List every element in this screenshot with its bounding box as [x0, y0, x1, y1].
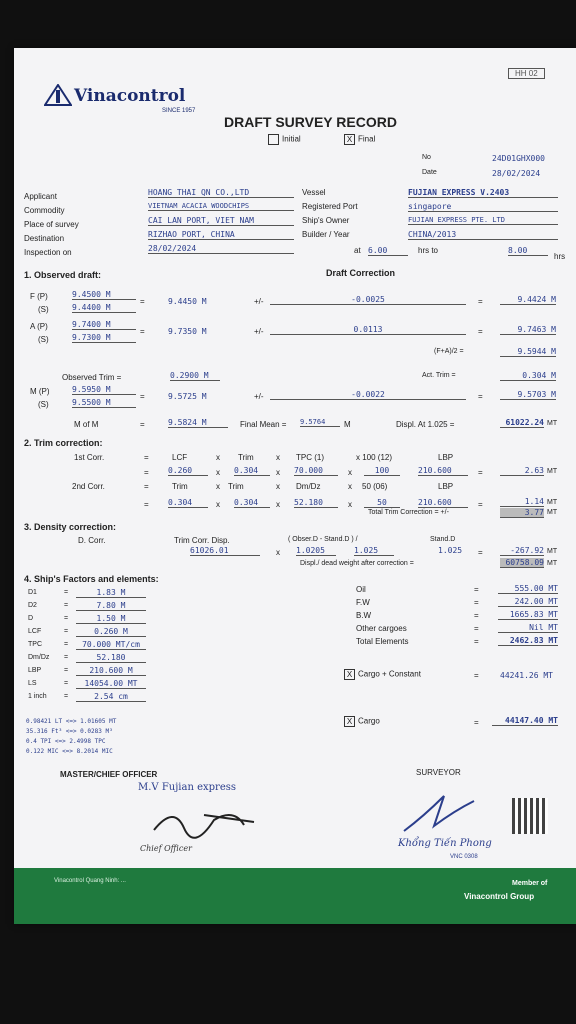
element-eq: =	[474, 611, 479, 620]
commodity-value: VIETNAM ACACIA WOODCHIPS	[148, 202, 294, 211]
mofm-value: 9.5824 M	[168, 418, 228, 428]
fs-label: (S)	[38, 305, 49, 314]
section4-title: 4. Ship's Factors and elements:	[24, 574, 159, 584]
factor-value: 7.80 M	[76, 601, 146, 611]
factor-value: 52.180	[76, 653, 146, 663]
initial-checkbox[interactable]	[268, 134, 301, 145]
conversion-note: 0.122 MIC <=> 8.2014 MIC	[26, 748, 113, 755]
density-corr-unit: MT	[547, 548, 558, 555]
factor-key: D	[28, 615, 34, 622]
a-correction: 0.0113	[270, 325, 466, 335]
at-value: 6.00	[368, 246, 408, 256]
element-value: 2462.83 MT	[498, 636, 558, 646]
factor-value: 2.54 cm	[76, 692, 146, 702]
draft-correction-title: Draft Correction	[326, 268, 396, 278]
element-key: Oil	[356, 585, 366, 594]
factor-key: D1	[28, 589, 37, 596]
footer-address: Vinacontrol Quang Ninh: ...	[54, 878, 126, 884]
factor-eq: =	[64, 667, 69, 674]
factor-eq: =	[64, 615, 69, 622]
destination-value: RIZHAO PORT, CHINA	[148, 230, 294, 240]
element-key: B.W	[356, 611, 372, 620]
lcf-header: LCF	[172, 453, 188, 462]
final-box[interactable]: X	[344, 134, 355, 145]
displ-unit: MT	[547, 420, 558, 427]
page-title: DRAFT SURVEY RECORD	[224, 114, 397, 130]
at-label: at	[354, 246, 361, 255]
x-1b: x	[276, 453, 280, 462]
x-2d: x	[216, 500, 220, 509]
factor-key: TPC	[28, 641, 42, 648]
cargo-constant-label: Cargo + Constant	[358, 669, 421, 679]
logo-text: Vinacontrol	[74, 86, 186, 106]
obs-label: ( Obser.D - Stand.D ) /	[288, 536, 358, 543]
form-code: HH 02	[508, 68, 545, 79]
cargo-constant-value: 44241.26 MT	[500, 671, 553, 680]
r1-trim: 0.304	[234, 466, 270, 476]
tcd-label: Trim Corr. Disp.	[174, 536, 230, 545]
x-1c: x	[216, 468, 220, 477]
tpc-header: TPC (1)	[296, 453, 324, 462]
a-eq2: =	[478, 327, 483, 336]
stand-value: 1.025	[354, 546, 394, 556]
factor-eq: =	[64, 654, 69, 661]
initial-box[interactable]	[268, 134, 279, 145]
stand-label: Stand.D	[430, 536, 456, 543]
factor-value: 1.50 M	[76, 614, 146, 624]
factor-value: 0.260 M	[76, 627, 146, 637]
footer-member-group: Vinacontrol Group	[464, 892, 535, 901]
eq-1c: =	[478, 468, 483, 477]
x-2a: x	[216, 482, 220, 491]
r2-unit: MT	[547, 499, 558, 506]
dcorr-label: D. Corr.	[78, 536, 106, 545]
no-label: No	[422, 154, 431, 161]
mp-value: 9.5950 M	[72, 385, 136, 395]
factor-value: 1.83 M	[76, 588, 146, 598]
factor-key: LBP	[28, 667, 42, 674]
final-mean-unit: M	[344, 420, 351, 429]
conversion-note: 0.4 TPI <=> 2.4998 TPC	[26, 738, 106, 745]
ap-label: A (P)	[30, 322, 48, 331]
x-1e: x	[348, 468, 352, 477]
owner-value: FUJIAN EXPRESS PTE. LTD	[408, 216, 558, 225]
r2-dmdz: 52.180	[294, 498, 338, 508]
mofm-eq: =	[140, 420, 145, 429]
element-value: 555.00 MT	[498, 584, 558, 594]
initial-label: Initial	[282, 134, 301, 144]
a-eq: =	[140, 327, 145, 336]
element-eq: =	[474, 585, 479, 594]
m-eq2: =	[478, 392, 483, 401]
eq-1a: =	[144, 453, 149, 462]
r2-trim2: 0.304	[234, 498, 270, 508]
builder-value: CHINA/2013	[408, 230, 558, 240]
element-value: 1665.83 MT	[498, 610, 558, 620]
stand-value-2: 1.025	[438, 546, 463, 555]
m-mean: 9.5725 M	[168, 392, 207, 401]
as-label: (S)	[38, 335, 49, 344]
tcd-value: 61026.01	[190, 546, 260, 556]
factor-eq: =	[64, 693, 69, 700]
displ-label: Displ. At 1.025 =	[396, 420, 455, 429]
fa2-value: 9.5944 M	[500, 347, 556, 357]
f-eq2: =	[478, 297, 483, 306]
a-mean: 9.7350 M	[168, 327, 207, 336]
factor-key: LCF	[28, 628, 42, 635]
conversion-note: 35.316 Ft³ <=> 0.0283 M³	[26, 728, 113, 735]
r1-lbp: 210.600	[418, 466, 468, 476]
trim-header: Trim	[238, 453, 254, 462]
final-mean-label: Final Mean =	[240, 420, 287, 429]
factor-value: 70.000 MT/cm	[76, 640, 146, 650]
factor-eq: =	[64, 602, 69, 609]
factor-value: 210.600 M	[76, 666, 146, 676]
fp-label: F (P)	[30, 292, 48, 301]
lbp-header: LBP	[438, 453, 454, 462]
date-label: Date	[422, 169, 437, 176]
date-value: 28/02/2024	[492, 169, 541, 178]
place-label: Place of survey	[24, 220, 79, 229]
eq-2c: =	[478, 500, 483, 509]
x-2e: x	[276, 500, 280, 509]
h50-header: 50 (06)	[362, 482, 388, 491]
x-3: x	[276, 548, 280, 557]
factor-eq: =	[64, 628, 69, 635]
f-result: 9.4424 M	[500, 295, 556, 305]
chief-officer-stamp: Chief Officer	[140, 844, 192, 853]
inspection-value: 28/02/2024	[148, 244, 294, 254]
master-signature-icon	[144, 800, 264, 845]
destination-label: Destination	[24, 234, 65, 243]
element-key: F.W	[356, 598, 370, 607]
obs-value: 1.0205	[296, 546, 336, 556]
cc-eq: =	[474, 671, 479, 680]
vessel-value: FUJIAN EXPRESS V.2403	[408, 188, 558, 198]
second-corr-label: 2nd Corr.	[72, 482, 105, 491]
fa2-label: (F+A)/2 =	[434, 348, 464, 355]
a-result: 9.7463 M	[500, 325, 556, 335]
act-trim-label: Act. Trim =	[422, 372, 456, 379]
eq-2b: =	[144, 500, 149, 509]
hrs-label: hrs	[554, 252, 566, 261]
x100-header: x 100 (12)	[356, 453, 393, 462]
factor-key: Dm/Dz	[28, 654, 50, 661]
element-eq: =	[474, 624, 479, 633]
as-value: 9.7300 M	[72, 333, 136, 343]
f-mean: 9.4450 M	[168, 297, 207, 306]
total-trim-unit: MT	[547, 509, 558, 516]
x-2b: x	[276, 482, 280, 491]
hrs-to-label: hrs to	[418, 246, 439, 255]
final-label: Final	[358, 134, 376, 144]
element-value: Nil MT	[498, 623, 558, 633]
inspection-label: Inspection on	[24, 248, 72, 257]
ms-label: (S)	[38, 400, 49, 409]
conversion-note: 0.98421 LT <=> 1.01605 MT	[26, 718, 117, 725]
eq-2a: =	[144, 482, 149, 491]
x-1d: x	[276, 468, 280, 477]
factor-key: LS	[28, 680, 37, 687]
r1-tpc: 70.000	[294, 466, 338, 476]
element-value: 242.00 MT	[498, 597, 558, 607]
r2-lbp: 210.600	[418, 498, 468, 508]
total-trim-label: Total Trim Correction = +/-	[368, 509, 449, 516]
total-trim-value: 3.77	[500, 508, 544, 518]
mofm-label: M of M	[74, 420, 99, 429]
cargo-box[interactable]: X	[344, 716, 355, 727]
section1-title: 1. Observed draft:	[24, 270, 102, 280]
factor-key: D2	[28, 602, 37, 609]
ap-value: 9.7400 M	[72, 320, 136, 330]
obs-trim-value: 0.2900 M	[170, 371, 220, 381]
vessel-label: Vessel	[302, 188, 326, 197]
act-trim-value: 0.304 M	[500, 371, 556, 381]
builder-label: Builder / Year	[302, 230, 350, 239]
ms-value: 9.5500 M	[72, 398, 136, 408]
r1-lcf: 0.260	[168, 466, 208, 476]
element-eq: =	[474, 598, 479, 607]
density-corr-value: -267.92	[500, 546, 544, 556]
since-text: SINCE 1957	[162, 108, 196, 114]
cargo-constant-box[interactable]: X	[344, 669, 355, 680]
f-correction: -0.0025	[270, 295, 466, 305]
m-eq: =	[140, 392, 145, 401]
vinacontrol-logo-icon	[44, 84, 72, 106]
r1-100: 100	[364, 466, 400, 476]
place-value: CAI LAN PORT, VIET NAM	[148, 216, 294, 226]
element-key: Other cargoes	[356, 624, 407, 633]
obs-trim-label: Observed Trim =	[62, 373, 122, 382]
r2-result: 1.14	[500, 497, 544, 507]
displ-value: 61022.24	[500, 418, 544, 428]
r2-50: 50	[364, 498, 400, 508]
applicant-value: HOANG THAI QN CO.,LTD	[148, 188, 294, 198]
footer-member-label: Member of	[512, 880, 548, 887]
surveyor-code: VNC 0308	[450, 854, 478, 860]
section2-title: 2. Trim correction:	[24, 438, 103, 448]
master-stamp: M.V Fujian express	[138, 782, 236, 793]
f-eq: =	[140, 297, 145, 306]
surveyor-label: SURVEYOR	[416, 768, 461, 777]
first-corr-label: 1st Corr.	[74, 453, 105, 462]
element-key: Total Elements	[356, 637, 409, 646]
trim-header-2b: Trim	[228, 482, 244, 491]
trim-header-2a: Trim	[172, 482, 188, 491]
final-checkbox[interactable]	[344, 134, 375, 145]
factor-eq: =	[64, 589, 69, 596]
x-1a: x	[216, 453, 220, 462]
r1-unit: MT	[547, 468, 558, 475]
cargo-value: 44147.40 MT	[492, 716, 558, 726]
surveyor-signature-icon	[394, 786, 484, 841]
qr-code-icon	[512, 798, 548, 834]
port-value: singapore	[408, 202, 558, 212]
no-value: 24D01GHX000	[492, 154, 545, 163]
r2-trim1: 0.304	[168, 498, 208, 508]
footer-bar	[14, 868, 576, 924]
a-pm: +/-	[254, 327, 264, 336]
after-corr-value: 60758.09	[500, 558, 544, 568]
cargo-label: Cargo	[358, 716, 380, 726]
m-result: 9.5703 M	[500, 390, 556, 400]
fs-value: 9.4400 M	[72, 303, 136, 313]
element-eq: =	[474, 637, 479, 646]
master-label: MASTER/CHIEF OFFICER	[60, 770, 158, 779]
m-correction: -0.0022	[270, 390, 466, 400]
cargo-checkbox[interactable]	[344, 716, 380, 727]
cargo-constant-checkbox[interactable]	[344, 669, 421, 680]
hrs-to-value: 8.00	[508, 246, 548, 256]
factor-eq: =	[64, 680, 69, 687]
mp-label: M (P)	[30, 387, 50, 396]
factor-key: 1 inch	[28, 693, 47, 700]
factor-eq: =	[64, 641, 69, 648]
f-pm: +/-	[254, 297, 264, 306]
section3-title: 3. Density correction:	[24, 522, 117, 532]
x-2c: x	[348, 482, 352, 491]
port-label: Registered Port	[302, 202, 358, 211]
x-2f: x	[348, 500, 352, 509]
applicant-label: Applicant	[24, 192, 57, 201]
commodity-label: Commodity	[24, 206, 65, 215]
lbp-header-2: LBP	[438, 482, 454, 491]
owner-label: Ship's Owner	[302, 216, 350, 225]
surveyor-name: Khổng Tiến Phong	[398, 838, 492, 849]
final-mean-value: 9.5764	[300, 418, 340, 427]
eq-3a: =	[478, 548, 483, 557]
fp-value: 9.4500 M	[72, 290, 136, 300]
cargo-eq: =	[474, 718, 479, 727]
after-corr-unit: MT	[547, 560, 558, 567]
r1-result: 2.63	[500, 466, 544, 476]
dmdz-header: Dm/Dz	[296, 482, 321, 491]
after-corr-label: Displ./ dead weight after correction =	[300, 560, 414, 567]
m-pm: +/-	[254, 392, 264, 401]
survey-document	[14, 48, 576, 924]
factor-value: 14054.00 MT	[76, 679, 146, 689]
eq-1b: =	[144, 468, 149, 477]
